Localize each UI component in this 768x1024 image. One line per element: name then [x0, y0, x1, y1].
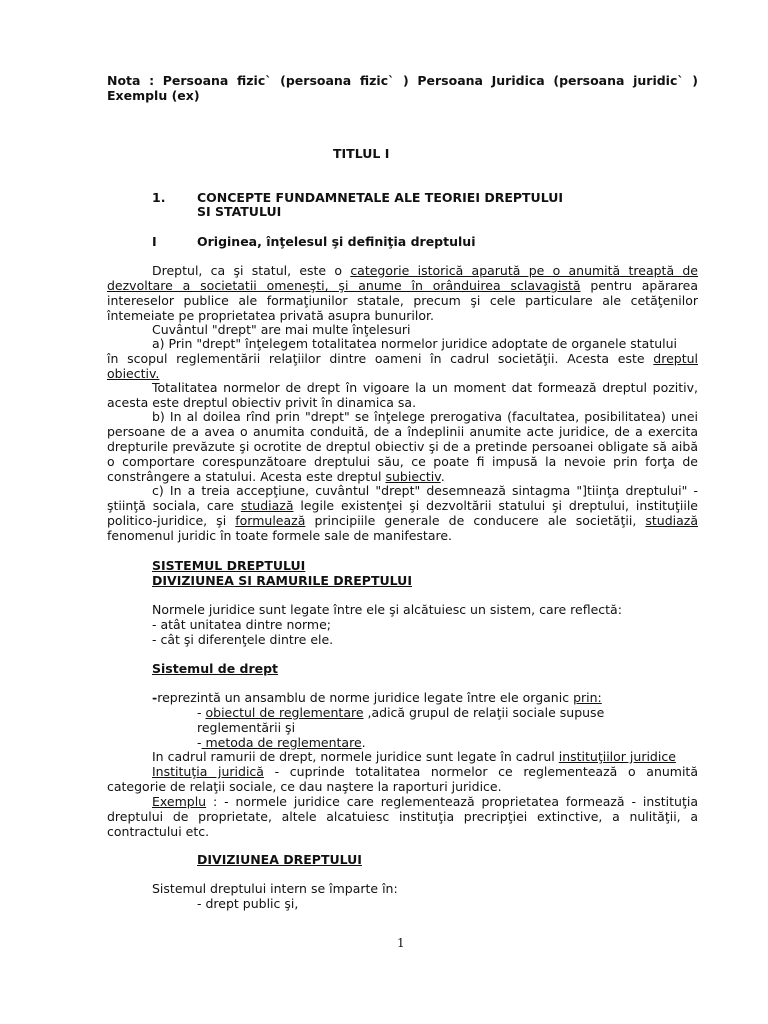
- diviziunea-dreptului-heading: DIVIZIUNEA DREPTULUI: [197, 852, 362, 867]
- note-line-1: Nota : Persoana fizic` (persoana fizic` ) Persoana Juridica (persoana juridic` ): [107, 73, 698, 88]
- page-title: TITLUL I: [333, 146, 390, 161]
- para7-line-1: Normele juridice sunt legate între ele şi alcătuiesc un sistem, care reflectă:: [152, 602, 622, 617]
- para5-line-1: b) In al doilea rînd prin "drept" se înţelege prerogativa (facultatea, posibilitatea) unei: [152, 409, 698, 424]
- chapter-title-line-2: SI STATULUI: [197, 204, 282, 219]
- paragraph-7: [152, 602, 698, 647]
- para9-underlined: instituţiilor juridice: [558, 749, 676, 764]
- section-number: I: [152, 234, 157, 249]
- note-line-2: Exemplu (ex): [107, 88, 200, 103]
- sistemul-de-drept-heading: Sistemul de drept: [152, 661, 279, 676]
- para9-text-2: - cuprinde totalitatea normelor ce reglementează o anumită: [263, 764, 698, 779]
- para8-bullet-2: -: [197, 735, 202, 750]
- para3-underlined: dreptul: [653, 351, 698, 366]
- para6-underlined: studiază: [240, 498, 294, 513]
- para1-line-4: întemeiate pe proprietatea privată asupra bunurilor.: [107, 308, 434, 323]
- para6-text-b: legile existenţei şi dezvoltării statului şi dreptului, instituţiile: [293, 498, 699, 513]
- para8-bullet: -: [197, 705, 206, 720]
- para8-underlined-3: metoda de reglementare: [201, 735, 362, 750]
- para8-text: reprezintă un ansamblu de norme juridice legate între ele organic: [157, 690, 574, 705]
- para4-line-2: acesta este dreptul obiectiv privit în dinamica sa.: [107, 395, 417, 410]
- para8-dash: -: [152, 690, 158, 705]
- para5-text-end: .: [440, 469, 445, 484]
- para3-line-1: a) Prin "drept" înţelegem totalitatea normelor juridice adoptate de organele statului: [152, 336, 678, 351]
- chapter-number: 1.: [152, 190, 166, 205]
- paragraph-8: [152, 690, 698, 750]
- para9-text: In cadrul ramurii de drept, normele juridice sunt legate în cadrul: [152, 749, 559, 764]
- para7-line-2: - atât unitatea dintre norme;: [152, 617, 332, 632]
- paragraph-1: [107, 263, 698, 323]
- para5-line-3: drepturile prevăzute şi ocrotite de dreptul obiectiv şi de a pretinde persoanei obligate să aibă: [107, 439, 698, 454]
- para9-line-6: contractului etc.: [107, 824, 210, 839]
- para5-underlined: subiectiv: [385, 469, 441, 484]
- para8-underlined-2: obiectul de reglementare: [205, 705, 364, 720]
- para9-text-4: : - normele juridice care reglementează proprietatea formează - instituţia: [206, 794, 698, 809]
- para1-underlined: categorie istorică aparută pe o anumită treaptă de: [350, 263, 698, 278]
- para6-text-a: ştiinţă sociala, care: [107, 498, 241, 513]
- paragraph-3: [107, 336, 698, 381]
- para9-line-3: categorie de relaţii sociale, ce dau naştere la raporturi juridice.: [107, 779, 502, 794]
- section-heading-diviziunea: DIVIZIUNEA SI RAMURILE DREPTULUI: [152, 573, 412, 588]
- para8-text-3: .: [361, 735, 366, 750]
- paragraph-6: [107, 483, 698, 543]
- para3-text: în scopul reglementării relaţiilor dintre oameni în cadrul societăţii. Acesta este: [107, 351, 654, 366]
- para1-text-2: pentru apărarea: [580, 278, 698, 293]
- para7-line-3: - cât şi diferenţele dintre ele.: [152, 632, 334, 647]
- para4-line-1: Totalitatea normelor de drept în vigoare la un moment dat formează dreptul pozitiv,: [152, 380, 698, 395]
- para9-underlined-3: Exemplu: [152, 794, 207, 809]
- para6-line-1: c) In a treia accepţiune, cuvântul "drept" desemnează sintagma "]tiinţa dreptului" -: [152, 483, 698, 498]
- section-title: Originea, înţelesul şi definiţia dreptului: [197, 234, 476, 249]
- para10-line-1: Sistemul dreptului intern se împarte în:: [152, 881, 398, 896]
- para9-line-5: dreptului de proprietate, altele alcatuiesc instituţia precripţiei extinctive, a nulităţii, a: [107, 809, 698, 824]
- paragraph-9: [107, 749, 698, 839]
- para8-text-2: ,adică grupul de relaţii sociale supuse: [363, 705, 605, 720]
- para6-underlined-3: studiază: [645, 513, 698, 528]
- para1-line-3: intereselor publice ale formaţiunilor statale, precum şi cele particulare ale cetăţenilor: [107, 293, 698, 308]
- para6-text-c: politico-juridice, şi: [107, 513, 236, 528]
- para9-underlined-2: Instituţia juridică: [152, 764, 264, 779]
- para8-underlined: prin:: [573, 690, 602, 705]
- chapter-title-line-1: CONCEPTE FUNDAMNETALE ALE TEORIEI DREPTULUI: [197, 190, 564, 205]
- para8-line-3: reglementării şi: [197, 720, 296, 735]
- para1-text: Dreptul, ca şi statul, este o: [152, 263, 351, 278]
- para3-underlined-2: obiectiv.: [107, 366, 160, 381]
- para10-line-2: - drept public şi,: [197, 896, 299, 911]
- para1-underlined-2: dezvoltare a societatii omeneşti, şi anume în orânduirea sclavagistă: [107, 278, 581, 293]
- para6-underlined-2: formulează: [235, 513, 306, 528]
- para5-text: constrângere a statului. Acesta este dreptul: [107, 469, 386, 484]
- para5-line-4: o comportare corespunzătoare dreptului său, ce poate fi impusă la nevoie prin forţa de: [107, 454, 698, 469]
- paragraph-10: [152, 881, 698, 911]
- paragraph-2: Cuvântul "drept" are mai multe înţelesuri: [152, 322, 411, 337]
- para6-line-4: fenomenul juridic în toate formele sale de manifestare.: [107, 528, 453, 543]
- section-heading-sistemul: SISTEMUL DREPTULUI: [152, 558, 306, 573]
- paragraph-5: [107, 409, 698, 484]
- para5-line-2: persoane de a avea o anumita conduită, de a îndeplinii anumite acte juridice, de a exercita: [107, 424, 698, 439]
- paragraph-4: [107, 380, 698, 410]
- para6-text-d: principiile generale de conducere ale societăţii,: [305, 513, 646, 528]
- page-number: 1: [397, 936, 405, 950]
